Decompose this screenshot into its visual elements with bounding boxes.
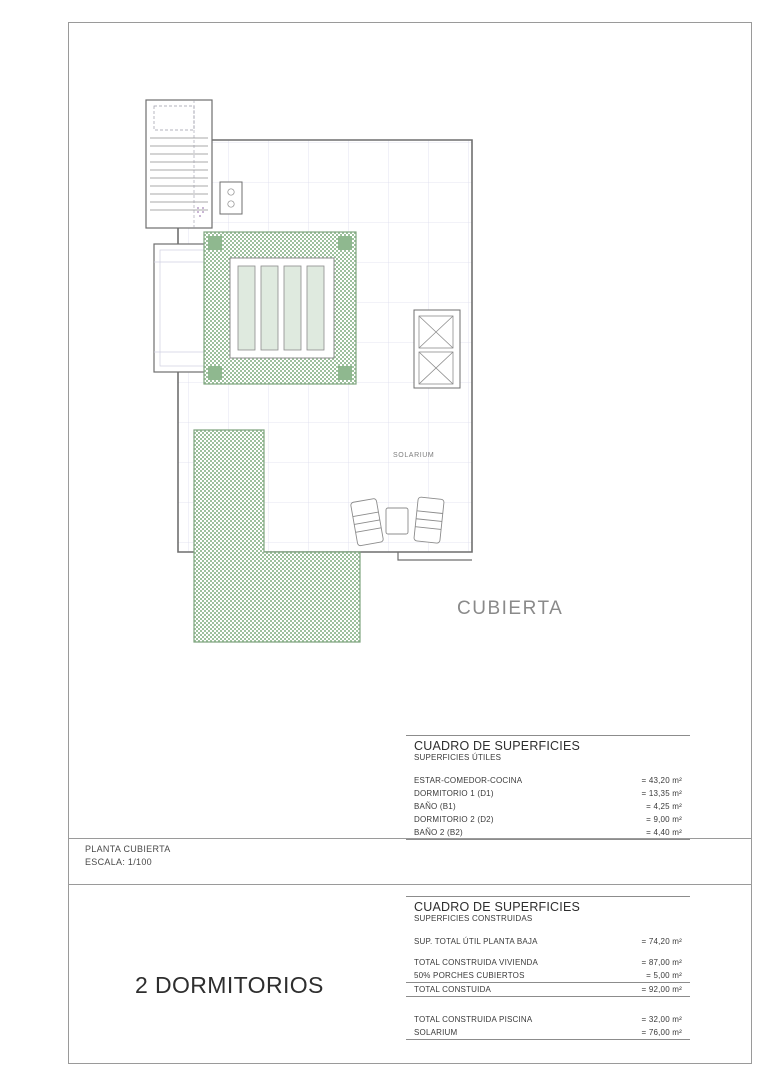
row-label: BAÑO 2 (B2) (414, 828, 463, 837)
bedrooms-title: 2 DORMITORIOS (135, 972, 324, 998)
row-label: ESTAR-COMEDOR-COCINA (414, 776, 523, 785)
row-label: SOLARIUM (414, 1028, 458, 1037)
pool-area-group (204, 232, 356, 384)
row-label: BAÑO (B1) (414, 802, 456, 811)
table-row (406, 1013, 690, 1026)
table-utiles-title: CUADRO DE SUPERFICIES (414, 739, 581, 753)
cubierta-label: CUBIERTA (457, 598, 564, 619)
table-row (406, 800, 690, 813)
row-value: = 4,40 m² (646, 828, 682, 837)
table-spacer (406, 927, 690, 935)
row-label: DORMITORIO 1 (D1) (414, 789, 494, 798)
row-value: = 4,25 m² (646, 802, 682, 811)
plan-title-block (85, 843, 171, 869)
plan-scale: ESCALA: 1/100 (85, 857, 152, 867)
row-value: = 43,20 m² (641, 776, 682, 785)
table-row (406, 826, 690, 839)
roof-plan-svg (68, 22, 752, 722)
row-value: = 74,20 m² (641, 937, 682, 946)
row-value: = 9,00 m² (646, 815, 682, 824)
table-spacer (406, 1005, 690, 1013)
surfaces-table-utiles (406, 735, 690, 840)
roof-plan-drawing (68, 22, 752, 722)
stair-block-group (146, 100, 212, 228)
row-value: = 32,00 m² (641, 1015, 682, 1024)
row-value: = 87,00 m² (641, 958, 682, 967)
table-row (406, 813, 690, 826)
solarium-label: SOLARIUM (393, 452, 435, 459)
table-utiles-subtitle: SUPERFICIES ÚTILES (414, 753, 502, 762)
table-row (406, 956, 690, 969)
row-label: SUP. TOTAL ÚTIL PLANTA BAJA (414, 937, 538, 946)
row-label: DORMITORIO 2 (D2) (414, 815, 494, 824)
roof-equipment-box (220, 182, 242, 214)
table-row (406, 969, 690, 982)
row-label: TOTAL CONSTUIDA (414, 985, 492, 994)
table-spacer (406, 948, 690, 956)
left-terrace-group (154, 244, 210, 372)
title-block-divider-bottom (68, 884, 752, 885)
table-spacer (406, 766, 690, 774)
plan-name: PLANTA CUBIERTA (85, 844, 171, 854)
table-row (406, 935, 690, 948)
parapet-detail (398, 552, 472, 560)
table-construidas-subtitle: SUPERFICIES CONSTRUIDAS (414, 914, 533, 923)
table-row-total (406, 982, 690, 997)
table-row (406, 787, 690, 800)
row-value: = 76,00 m² (641, 1028, 682, 1037)
row-value: = 5,00 m² (646, 971, 682, 980)
surfaces-table-construidas (406, 896, 690, 1040)
row-value: = 92,00 m² (641, 985, 682, 994)
table-row (406, 1026, 690, 1039)
row-label: TOTAL CONSTRUIDA PISCINA (414, 1015, 533, 1024)
table-construidas-title: CUADRO DE SUPERFICIES (414, 900, 581, 914)
row-label: 50% PORCHES CUBIERTOS (414, 971, 525, 980)
table-row (406, 774, 690, 787)
row-label: TOTAL CONSTRUIDA VIVIENDA (414, 958, 538, 967)
row-value: = 13,35 m² (641, 789, 682, 798)
skylight-group (414, 310, 460, 388)
table-spacer (406, 997, 690, 1005)
